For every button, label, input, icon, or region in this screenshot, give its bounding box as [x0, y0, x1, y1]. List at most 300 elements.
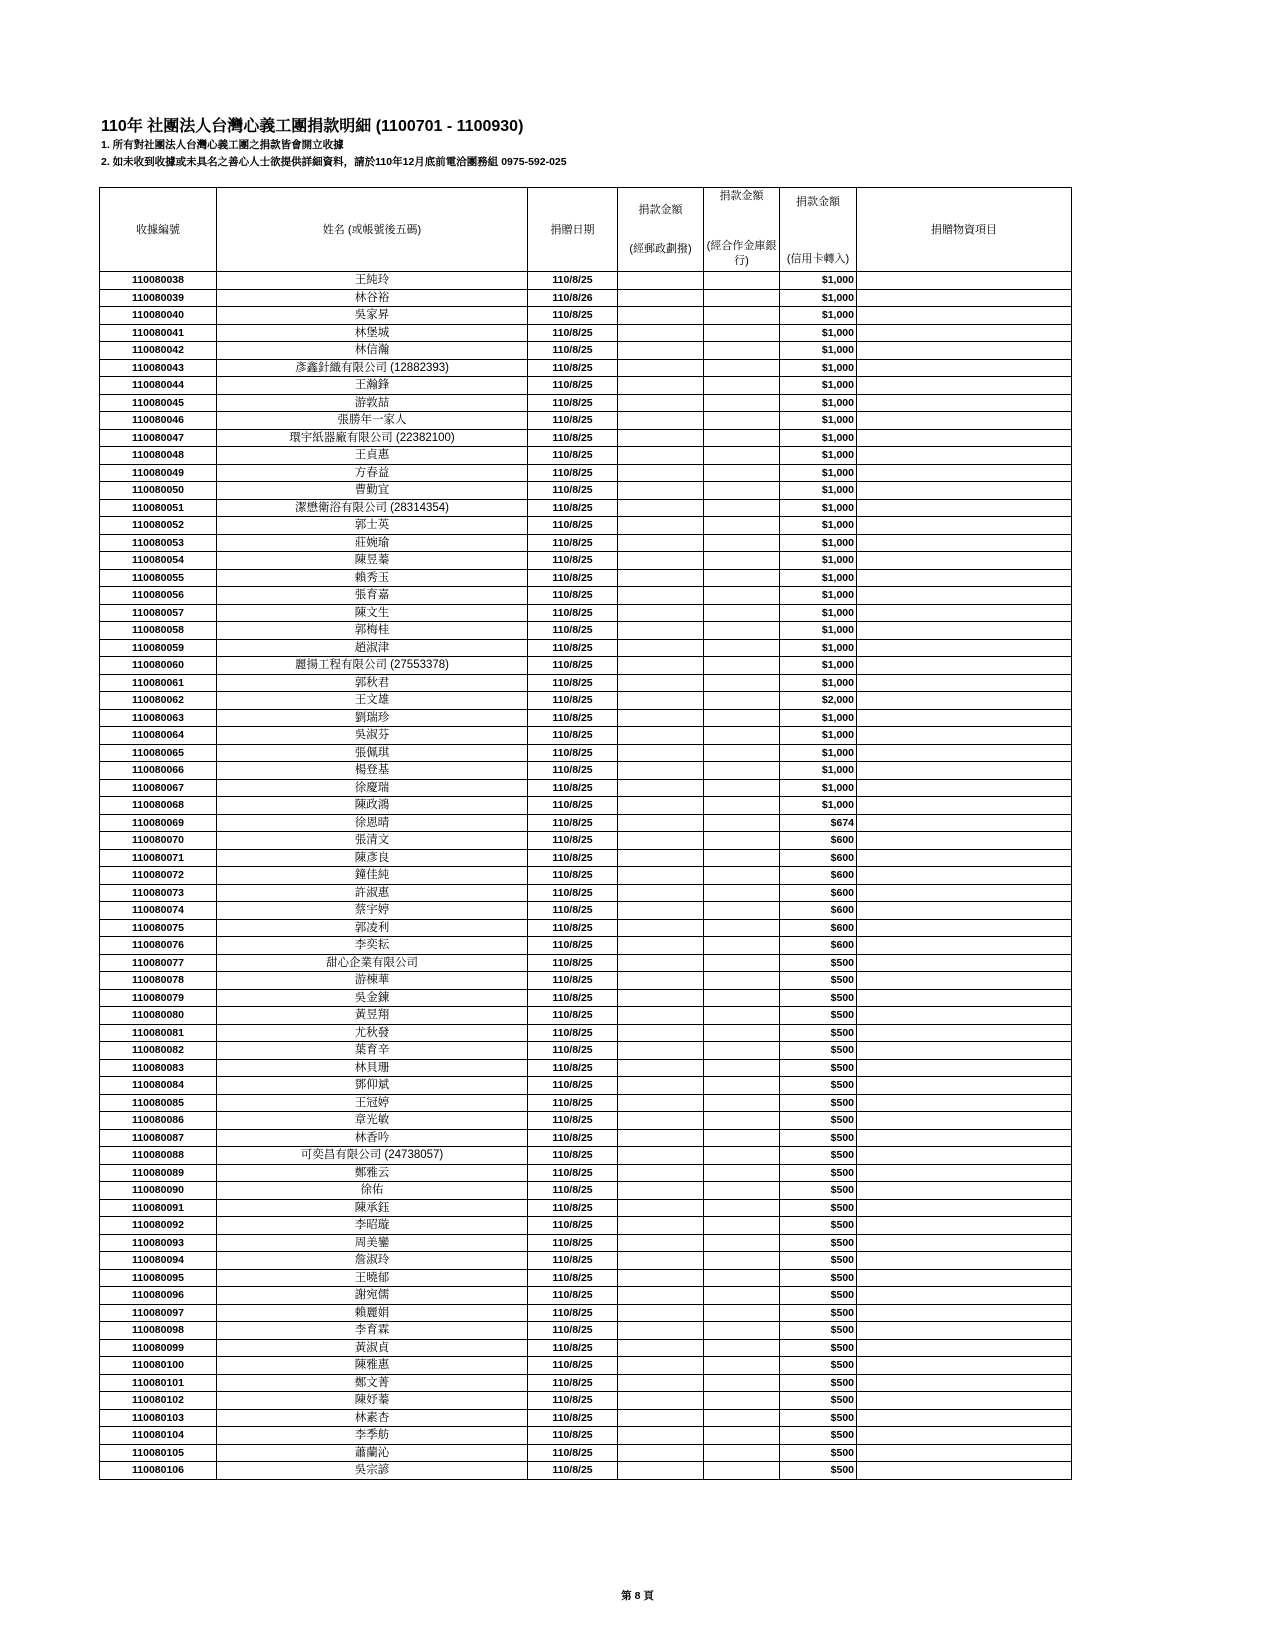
donation-date-cell: 110/8/25	[528, 1374, 618, 1392]
receipt-number-cell: 110080080	[100, 1007, 217, 1025]
postal-amount-cell	[618, 1077, 704, 1095]
goods-cell	[857, 1094, 1072, 1112]
col-header-date: 捐贈日期	[528, 188, 618, 272]
donation-date-cell: 110/8/25	[528, 1147, 618, 1165]
goods-cell	[857, 692, 1072, 710]
card-amount-cell: $500	[780, 1427, 857, 1445]
receipt-number-cell: 110080082	[100, 1042, 217, 1060]
postal-amount-cell	[618, 744, 704, 762]
receipt-number-cell: 110080096	[100, 1287, 217, 1305]
table-row	[100, 657, 1072, 675]
card-amount-cell: $1,000	[780, 517, 857, 535]
receipt-number-cell: 110080060	[100, 657, 217, 675]
donation-date-cell: 110/8/25	[528, 1059, 618, 1077]
receipt-number-cell: 110080092	[100, 1217, 217, 1235]
donor-name-cell: 陳雅惠	[217, 1357, 528, 1375]
goods-cell	[857, 534, 1072, 552]
table-row	[100, 639, 1072, 657]
postal-amount-cell	[618, 1357, 704, 1375]
donation-date-cell: 110/8/25	[528, 342, 618, 360]
donor-name-cell: 蕭蘭沁	[217, 1444, 528, 1462]
donation-date-cell: 110/8/25	[528, 394, 618, 412]
coop-amount-cell	[704, 832, 780, 850]
donation-date-cell: 110/8/25	[528, 1217, 618, 1235]
card-amount-cell: $500	[780, 1182, 857, 1200]
donation-date-cell: 110/8/25	[528, 972, 618, 990]
postal-amount-cell	[618, 902, 704, 920]
card-amount-cell: $1,000	[780, 499, 857, 517]
receipt-number-cell: 110080078	[100, 972, 217, 990]
coop-amount-cell	[704, 359, 780, 377]
coop-amount-cell	[704, 1199, 780, 1217]
receipt-number-cell: 110080052	[100, 517, 217, 535]
postal-amount-cell	[618, 1252, 704, 1270]
table-row	[100, 1199, 1072, 1217]
table-row	[100, 622, 1072, 640]
coop-amount-cell	[704, 1042, 780, 1060]
receipt-number-cell: 110080039	[100, 289, 217, 307]
card-amount-cell: $500	[780, 1042, 857, 1060]
donor-name-cell: 林谷裕	[217, 289, 528, 307]
postal-amount-cell	[618, 1024, 704, 1042]
receipt-number-cell: 110080056	[100, 587, 217, 605]
receipt-number-cell: 110080069	[100, 814, 217, 832]
receipt-number-cell: 110080103	[100, 1409, 217, 1427]
col-header-coop-method: (經合作金庫銀行)	[706, 240, 777, 267]
coop-amount-cell	[704, 464, 780, 482]
coop-amount-cell	[704, 1409, 780, 1427]
receipt-number-cell: 110080088	[100, 1147, 217, 1165]
donation-date-cell: 110/8/25	[528, 1007, 618, 1025]
goods-cell	[857, 1112, 1072, 1130]
card-amount-cell: $500	[780, 1129, 857, 1147]
page-title: 110年 社團法人台灣心義工團捐款明細 (1100701 - 1100930)	[101, 118, 524, 135]
donation-date-cell: 110/8/25	[528, 727, 618, 745]
donation-date-cell: 110/8/25	[528, 1129, 618, 1147]
donor-name-cell: 王文雄	[217, 692, 528, 710]
table-row	[100, 517, 1072, 535]
table-row	[100, 1217, 1072, 1235]
receipt-number-cell: 110080084	[100, 1077, 217, 1095]
donation-date-cell: 110/8/25	[528, 1427, 618, 1445]
card-amount-cell: $600	[780, 937, 857, 955]
col-header-name: 姓名 (或帳號後五碼)	[217, 188, 528, 272]
receipt-number-cell: 110080093	[100, 1234, 217, 1252]
coop-amount-cell	[704, 849, 780, 867]
table-row	[100, 1042, 1072, 1060]
col-header-goods: 捐贈物資項目	[857, 188, 1072, 272]
card-amount-cell: $1,000	[780, 604, 857, 622]
card-amount-cell: $1,000	[780, 307, 857, 325]
coop-amount-cell	[704, 1357, 780, 1375]
table-row	[100, 954, 1072, 972]
donation-date-cell: 110/8/25	[528, 622, 618, 640]
goods-cell	[857, 1059, 1072, 1077]
card-amount-cell: $1,000	[780, 272, 857, 290]
table-row	[100, 1409, 1072, 1427]
goods-cell	[857, 1077, 1072, 1095]
goods-cell	[857, 342, 1072, 360]
coop-amount-cell	[704, 569, 780, 587]
donation-date-cell: 110/8/25	[528, 464, 618, 482]
col-header-postal-title: 捐款金額	[638, 204, 683, 216]
table-row	[100, 762, 1072, 780]
donation-date-cell: 110/8/25	[528, 1339, 618, 1357]
donation-date-cell: 110/8/25	[528, 1252, 618, 1270]
table-row	[100, 1392, 1072, 1410]
donation-date-cell: 110/8/25	[528, 1164, 618, 1182]
goods-cell	[857, 744, 1072, 762]
postal-amount-cell	[618, 1374, 704, 1392]
card-amount-cell: $1,000	[780, 377, 857, 395]
card-amount-cell: $1,000	[780, 342, 857, 360]
table-row	[100, 674, 1072, 692]
table-row	[100, 359, 1072, 377]
table-row	[100, 1182, 1072, 1200]
postal-amount-cell	[618, 1322, 704, 1340]
coop-amount-cell	[704, 1269, 780, 1287]
goods-cell	[857, 1462, 1072, 1480]
postal-amount-cell	[618, 972, 704, 990]
donor-name-cell: 周美鑾	[217, 1234, 528, 1252]
table-row	[100, 1129, 1072, 1147]
table-row	[100, 482, 1072, 500]
donor-name-cell: 王貞惠	[217, 447, 528, 465]
donation-date-cell: 110/8/25	[528, 639, 618, 657]
coop-amount-cell	[704, 534, 780, 552]
receipt-number-cell: 110080100	[100, 1357, 217, 1375]
donor-name-cell: 吳家昇	[217, 307, 528, 325]
goods-cell	[857, 954, 1072, 972]
donor-name-cell: 趙淑津	[217, 639, 528, 657]
goods-cell	[857, 1042, 1072, 1060]
coop-amount-cell	[704, 1374, 780, 1392]
card-amount-cell: $500	[780, 1112, 857, 1130]
goods-cell	[857, 1287, 1072, 1305]
postal-amount-cell	[618, 1147, 704, 1165]
receipt-number-cell: 110080098	[100, 1322, 217, 1340]
receipt-number-cell: 110080064	[100, 727, 217, 745]
goods-cell	[857, 394, 1072, 412]
goods-cell	[857, 482, 1072, 500]
table-row	[100, 1094, 1072, 1112]
donor-name-cell: 林信瀚	[217, 342, 528, 360]
card-amount-cell: $500	[780, 1322, 857, 1340]
coop-amount-cell	[704, 1252, 780, 1270]
postal-amount-cell	[618, 289, 704, 307]
card-amount-cell: $500	[780, 1444, 857, 1462]
card-amount-cell: $500	[780, 1252, 857, 1270]
card-amount-cell: $600	[780, 849, 857, 867]
receipt-number-cell: 110080053	[100, 534, 217, 552]
goods-cell	[857, 814, 1072, 832]
card-amount-cell: $1,000	[780, 639, 857, 657]
goods-cell	[857, 464, 1072, 482]
receipt-number-cell: 110080057	[100, 604, 217, 622]
donor-name-cell: 陳妤蓁	[217, 1392, 528, 1410]
receipt-number-cell: 110080067	[100, 779, 217, 797]
donor-name-cell: 郭秋君	[217, 674, 528, 692]
donation-table	[99, 187, 1072, 1480]
goods-cell	[857, 797, 1072, 815]
goods-cell	[857, 1164, 1072, 1182]
receipt-number-cell: 110080076	[100, 937, 217, 955]
goods-cell	[857, 1374, 1072, 1392]
card-amount-cell: $500	[780, 1164, 857, 1182]
col-header-card	[780, 188, 857, 272]
table-body	[100, 272, 1072, 1480]
goods-cell	[857, 779, 1072, 797]
card-amount-cell: $1,000	[780, 587, 857, 605]
postal-amount-cell	[618, 464, 704, 482]
card-amount-cell: $1,000	[780, 464, 857, 482]
postal-amount-cell	[618, 394, 704, 412]
goods-cell	[857, 1357, 1072, 1375]
goods-cell	[857, 429, 1072, 447]
donation-date-cell: 110/8/25	[528, 307, 618, 325]
table-row	[100, 324, 1072, 342]
coop-amount-cell	[704, 867, 780, 885]
col-header-coop-title: 捐款金額	[719, 190, 764, 202]
card-amount-cell: $500	[780, 1374, 857, 1392]
card-amount-cell: $500	[780, 1339, 857, 1357]
goods-cell	[857, 1409, 1072, 1427]
donor-name-cell: 蔡宇婷	[217, 902, 528, 920]
table-row	[100, 429, 1072, 447]
donor-name-cell: 方春益	[217, 464, 528, 482]
card-amount-cell: $1,000	[780, 622, 857, 640]
receipt-number-cell: 110080083	[100, 1059, 217, 1077]
postal-amount-cell	[618, 499, 704, 517]
table-row	[100, 1147, 1072, 1165]
donor-name-cell: 王瀚鋒	[217, 377, 528, 395]
donor-name-cell: 李奕耘	[217, 937, 528, 955]
card-amount-cell: $1,000	[780, 779, 857, 797]
donation-date-cell: 110/8/25	[528, 499, 618, 517]
donor-name-cell: 鄭雅云	[217, 1164, 528, 1182]
postal-amount-cell	[618, 1042, 704, 1060]
donor-name-cell: 游敦喆	[217, 394, 528, 412]
table-row	[100, 744, 1072, 762]
postal-amount-cell	[618, 517, 704, 535]
note-receipt-issued: 1. 所有對社團法人台灣心義工團之捐款皆會開立收據	[101, 139, 344, 151]
postal-amount-cell	[618, 954, 704, 972]
donation-date-cell: 110/8/25	[528, 832, 618, 850]
receipt-number-cell: 110080085	[100, 1094, 217, 1112]
postal-amount-cell	[618, 429, 704, 447]
donation-date-cell: 110/8/25	[528, 1234, 618, 1252]
goods-cell	[857, 412, 1072, 430]
receipt-number-cell: 110080086	[100, 1112, 217, 1130]
postal-amount-cell	[618, 1427, 704, 1445]
table-row	[100, 832, 1072, 850]
col-header-receipt: 收據編號	[100, 188, 217, 272]
donation-date-cell: 110/8/25	[528, 1287, 618, 1305]
coop-amount-cell	[704, 377, 780, 395]
table-row	[100, 534, 1072, 552]
postal-amount-cell	[618, 867, 704, 885]
donation-date-cell: 110/8/25	[528, 429, 618, 447]
goods-cell	[857, 517, 1072, 535]
table-row	[100, 1024, 1072, 1042]
coop-amount-cell	[704, 604, 780, 622]
postal-amount-cell	[618, 1234, 704, 1252]
goods-cell	[857, 604, 1072, 622]
donor-name-cell: 彥鑫針織有限公司 (12882393)	[217, 359, 528, 377]
donor-name-cell: 陳昱蓁	[217, 552, 528, 570]
note-contact-info: 2. 如未收到收據或未具名之善心人士欲提供詳細資料，請於110年12月底前電洽團務組 0975-592-025	[101, 156, 567, 168]
goods-cell	[857, 972, 1072, 990]
goods-cell	[857, 1392, 1072, 1410]
goods-cell	[857, 727, 1072, 745]
card-amount-cell: $600	[780, 884, 857, 902]
donor-name-cell: 陳承鈺	[217, 1199, 528, 1217]
donor-name-cell: 張育嘉	[217, 587, 528, 605]
coop-amount-cell	[704, 412, 780, 430]
postal-amount-cell	[618, 447, 704, 465]
donor-name-cell: 可奕昌有限公司 (24738057)	[217, 1147, 528, 1165]
table-row	[100, 727, 1072, 745]
donor-name-cell: 麗揚工程有限公司 (27553378)	[217, 657, 528, 675]
coop-amount-cell	[704, 657, 780, 675]
donor-name-cell: 賴麗娟	[217, 1304, 528, 1322]
donation-date-cell: 110/8/25	[528, 709, 618, 727]
postal-amount-cell	[618, 622, 704, 640]
card-amount-cell: $2,000	[780, 692, 857, 710]
col-header-postal	[618, 188, 704, 272]
table-row	[100, 1252, 1072, 1270]
coop-amount-cell	[704, 587, 780, 605]
table-row	[100, 1059, 1072, 1077]
postal-amount-cell	[618, 657, 704, 675]
donation-date-cell: 110/8/25	[528, 744, 618, 762]
receipt-number-cell: 110080077	[100, 954, 217, 972]
donor-name-cell: 郭凌利	[217, 919, 528, 937]
receipt-number-cell: 110080070	[100, 832, 217, 850]
receipt-number-cell: 110080062	[100, 692, 217, 710]
receipt-number-cell: 110080091	[100, 1199, 217, 1217]
table-row	[100, 692, 1072, 710]
donor-name-cell: 吳宗諺	[217, 1462, 528, 1480]
donor-name-cell: 尤秋發	[217, 1024, 528, 1042]
receipt-number-cell: 110080090	[100, 1182, 217, 1200]
postal-amount-cell	[618, 552, 704, 570]
donation-date-cell: 110/8/25	[528, 674, 618, 692]
coop-amount-cell	[704, 1182, 780, 1200]
receipt-number-cell: 110080061	[100, 674, 217, 692]
table-row	[100, 1112, 1072, 1130]
donor-name-cell: 吳金鍊	[217, 989, 528, 1007]
donor-name-cell: 陳政鴻	[217, 797, 528, 815]
table-row	[100, 1164, 1072, 1182]
table-row	[100, 1234, 1072, 1252]
goods-cell	[857, 622, 1072, 640]
postal-amount-cell	[618, 482, 704, 500]
table-row	[100, 604, 1072, 622]
card-amount-cell: $1,000	[780, 394, 857, 412]
postal-amount-cell	[618, 1059, 704, 1077]
card-amount-cell: $500	[780, 1217, 857, 1235]
postal-amount-cell	[618, 377, 704, 395]
goods-cell	[857, 657, 1072, 675]
postal-amount-cell	[618, 692, 704, 710]
page-number: 第 8 頁	[621, 1590, 654, 1602]
coop-amount-cell	[704, 1094, 780, 1112]
donor-name-cell: 游棟華	[217, 972, 528, 990]
coop-amount-cell	[704, 1322, 780, 1340]
donation-date-cell: 110/8/25	[528, 324, 618, 342]
coop-amount-cell	[704, 1304, 780, 1322]
donation-date-cell: 110/8/25	[528, 272, 618, 290]
coop-amount-cell	[704, 1129, 780, 1147]
postal-amount-cell	[618, 1094, 704, 1112]
postal-amount-cell	[618, 884, 704, 902]
donation-date-cell: 110/8/25	[528, 657, 618, 675]
table-row	[100, 1462, 1072, 1480]
card-amount-cell: $1,000	[780, 657, 857, 675]
receipt-number-cell: 110080041	[100, 324, 217, 342]
donor-name-cell: 劉瑞珍	[217, 709, 528, 727]
postal-amount-cell	[618, 1304, 704, 1322]
postal-amount-cell	[618, 674, 704, 692]
donor-name-cell: 徐慶瑞	[217, 779, 528, 797]
postal-amount-cell	[618, 324, 704, 342]
receipt-number-cell: 110080044	[100, 377, 217, 395]
card-amount-cell: $500	[780, 1059, 857, 1077]
receipt-number-cell: 110080101	[100, 1374, 217, 1392]
goods-cell	[857, 1199, 1072, 1217]
goods-cell	[857, 324, 1072, 342]
goods-cell	[857, 674, 1072, 692]
receipt-number-cell: 110080072	[100, 867, 217, 885]
coop-amount-cell	[704, 762, 780, 780]
coop-amount-cell	[704, 394, 780, 412]
donation-date-cell: 110/8/25	[528, 1077, 618, 1095]
coop-amount-cell	[704, 727, 780, 745]
goods-cell	[857, 1129, 1072, 1147]
goods-cell	[857, 569, 1072, 587]
coop-amount-cell	[704, 1077, 780, 1095]
coop-amount-cell	[704, 1444, 780, 1462]
coop-amount-cell	[704, 447, 780, 465]
postal-amount-cell	[618, 779, 704, 797]
goods-cell	[857, 1182, 1072, 1200]
col-header-postal-method: (經郵政劃撥)	[629, 243, 692, 255]
coop-amount-cell	[704, 1059, 780, 1077]
donor-name-cell: 李昭璇	[217, 1217, 528, 1235]
receipt-number-cell: 110080065	[100, 744, 217, 762]
table-row	[100, 1357, 1072, 1375]
postal-amount-cell	[618, 727, 704, 745]
donation-date-cell: 110/8/25	[528, 937, 618, 955]
postal-amount-cell	[618, 342, 704, 360]
table-row	[100, 307, 1072, 325]
receipt-number-cell: 110080079	[100, 989, 217, 1007]
postal-amount-cell	[618, 534, 704, 552]
receipt-number-cell: 110080054	[100, 552, 217, 570]
coop-amount-cell	[704, 1112, 780, 1130]
card-amount-cell: $500	[780, 1287, 857, 1305]
card-amount-cell: $1,000	[780, 289, 857, 307]
goods-cell	[857, 289, 1072, 307]
donor-name-cell: 環宇紙器廠有限公司 (22382100)	[217, 429, 528, 447]
postal-amount-cell	[618, 1217, 704, 1235]
postal-amount-cell	[618, 797, 704, 815]
goods-cell	[857, 359, 1072, 377]
donation-date-cell: 110/8/25	[528, 797, 618, 815]
coop-amount-cell	[704, 1217, 780, 1235]
card-amount-cell: $1,000	[780, 482, 857, 500]
